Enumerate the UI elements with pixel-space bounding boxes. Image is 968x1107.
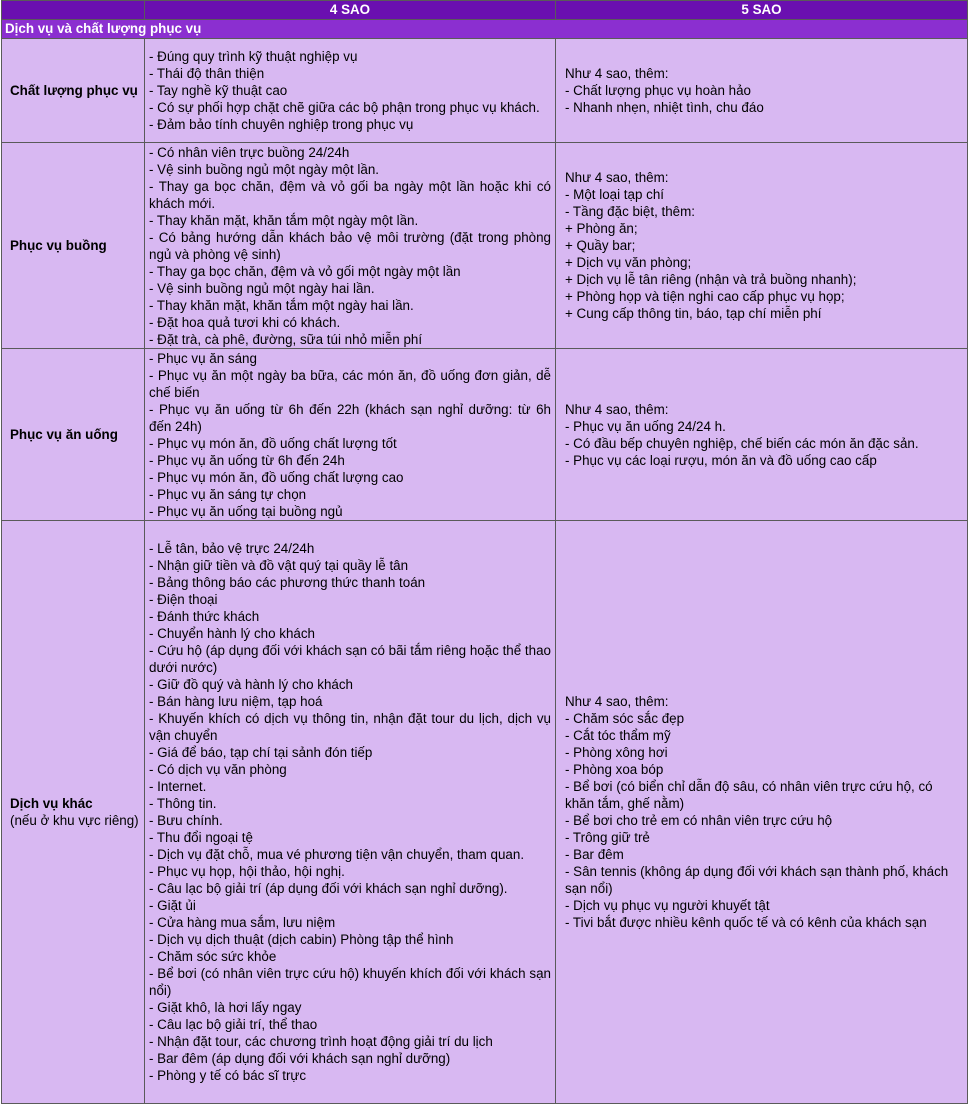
list-item: - Dịch vụ phục vụ người khuyết tật: [565, 898, 770, 913]
list-item: - Thu đổi ngoại tệ: [149, 830, 253, 845]
list-item: - Phục vụ món ăn, đồ uống chất lượng cao: [149, 469, 404, 485]
row-heading-title: Dịch vụ khác: [10, 796, 93, 811]
row-heading: [2, 39, 145, 143]
table-row: [2, 521, 968, 1104]
list-item: - Giữ đồ quý và hành lý cho khách: [149, 677, 353, 692]
list-item: - Phục vụ ăn sáng: [149, 350, 257, 366]
row-heading: [2, 143, 145, 349]
header-row: [2, 1, 968, 20]
list-item: - Bảng thông báo các phương thức thanh toán: [149, 575, 426, 590]
list-item: - Chuyển hành lý cho khách: [149, 626, 315, 641]
section-row: [2, 20, 968, 39]
list-item: Như 4 sao, thêm:: [565, 170, 669, 185]
list-item: - Nhanh nhẹn, nhiệt tình, chu đáo: [565, 100, 764, 115]
list-item: - Lễ tân, bảo vệ trực 24/24h: [149, 541, 315, 556]
list-item: - Sân tennis (không áp dụng đối với khách sạn thành phố, khách sạn nổi): [565, 864, 949, 896]
list-item: - Chăm sóc sắc đẹp: [565, 711, 685, 726]
list-item: - Phục vụ ăn sáng tự chọn: [149, 486, 307, 502]
list-item: - Thay ga bọc chăn, đệm và vỏ gối ba ngày một lần hoặc khi có khách mới.: [149, 178, 551, 211]
list-item: - Đúng quy trình kỹ thuật nghiệp vụ: [149, 49, 358, 64]
hotel-standards-table: [1, 0, 968, 1104]
header-5-sao: 5 SAO: [556, 1, 968, 20]
list-item: - Thay ga bọc chăn, đệm và vỏ gối một ngày một lần: [149, 263, 461, 279]
row-heading-title: Phục vụ buồng: [10, 238, 107, 253]
list-item: + Phòng ăn;: [565, 221, 638, 236]
list-item: - Khuyến khích có dịch vụ thông tin, nhận đặt tour du lịch, dịch vụ vận chuyển: [149, 711, 551, 743]
list-item: - Phục vụ các loại rượu, món ăn và đồ uống cao cấp: [565, 452, 877, 468]
list-item: - Tivi bắt được nhiều kênh quốc tế và có kênh của khách sạn: [565, 915, 927, 930]
list-item: - Có bảng hướng dẫn khách bảo vệ môi trường (đặt trong phòng ngủ và phòng vệ sinh): [149, 229, 551, 262]
list-item: - Thay khăn mặt, khăn tắm một ngày một lần.: [149, 212, 419, 228]
cell-4-sao: [145, 143, 556, 349]
list-item: - Phòng xoa bóp: [565, 762, 664, 777]
cell-4-sao: [145, 521, 556, 1104]
list-item: - Bể bơi (có nhân viên trực cứu hộ) khuyến khích đối với khách sạn nổi): [149, 966, 551, 998]
list-item: - Vệ sinh buồng ngủ một ngày một lần.: [149, 161, 380, 177]
row-heading: [2, 349, 145, 521]
list-item: - Chất lượng phục vụ hoàn hảo: [565, 83, 751, 98]
list-item: - Câu lạc bộ giải trí (áp dụng đối với khách sạn nghỉ dưỡng).: [149, 881, 508, 896]
cell-5-sao: [556, 39, 968, 143]
list-item: - Đặt trà, cà phê, đường, sữa túi nhỏ miễn phí: [149, 331, 423, 347]
list-item: - Cửa hàng mua sắm, lưu niệm: [149, 915, 336, 930]
list-item: - Chăm sóc sức khỏe: [149, 949, 277, 964]
table-row: [2, 349, 968, 521]
list-item: + Phòng họp và tiện nghi cao cấp phục vụ họp;: [565, 289, 845, 304]
list-item: - Phục vụ ăn uống từ 6h đến 22h (khách sạn nghỉ dưỡng: từ 6h đến 24h): [149, 401, 551, 434]
list-item: - Phục vụ ăn một ngày ba bữa, các món ăn, đồ uống đơn giản, dễ chế biến: [149, 367, 551, 400]
header-corner: [2, 1, 145, 20]
list-item: - Câu lạc bộ giải trí, thể thao: [149, 1017, 318, 1032]
list-item: - Có nhân viên trực buồng 24/24h: [149, 144, 350, 160]
list-item: - Bể bơi (có biển chỉ dẫn độ sâu, có nhân viên trực cứu hộ, có khăn tắm, ghế nằm): [565, 779, 933, 811]
cell-5-sao: [556, 521, 968, 1104]
list-item: - Có sự phối hợp chặt chẽ giữa các bộ phận trong phục vụ khách.: [149, 100, 540, 115]
list-item: - Internet.: [149, 779, 207, 794]
list-item: Như 4 sao, thêm:: [565, 66, 669, 81]
list-item: + Dịch vụ lễ tân riêng (nhận và trả buồng nhanh);: [565, 272, 857, 287]
list-item: - Bưu chính.: [149, 813, 223, 828]
cell-5-sao: [556, 143, 968, 349]
list-item: - Phục vụ họp, hội thảo, hội nghị.: [149, 864, 345, 879]
row-heading-title: Phục vụ ăn uống: [10, 427, 118, 442]
list-item: - Đặt hoa quả tươi khi có khách.: [149, 314, 341, 330]
list-item: - Giặt khô, là hơi lấy ngay: [149, 1000, 302, 1015]
list-item: - Phục vụ ăn uống từ 6h đến 24h: [149, 452, 345, 468]
list-item: - Có đầu bếp chuyên nghiệp, chế biến các món ăn đặc sản.: [565, 435, 919, 451]
list-item: - Đánh thức khách: [149, 609, 260, 624]
header-4-sao: 4 SAO: [145, 1, 556, 20]
list-item: - Thái độ thân thiện: [149, 66, 265, 81]
list-item: - Phòng y tế có bác sĩ trực: [149, 1068, 307, 1083]
list-item: - Bar đêm (áp dụng đối với khách sạn nghỉ dưỡng): [149, 1051, 451, 1066]
list-item: + Cung cấp thông tin, báo, tạp chí miễn phí: [565, 306, 822, 321]
list-item: - Bể bơi cho trẻ em có nhân viên trực cứu hộ: [565, 813, 833, 828]
list-item: - Giặt ủi: [149, 898, 196, 913]
list-item: - Tầng đặc biệt, thêm:: [565, 204, 696, 219]
list-item: - Thay khăn mặt, khăn tắm một ngày hai lần.: [149, 297, 414, 313]
list-item: - Cắt tóc thẩm mỹ: [565, 728, 671, 743]
row-heading: [2, 521, 145, 1104]
list-item: + Dịch vụ văn phòng;: [565, 255, 692, 270]
list-item: Như 4 sao, thêm:: [565, 401, 669, 417]
list-item: - Vệ sinh buồng ngủ một ngày hai lần.: [149, 280, 375, 296]
list-item: - Dịch vụ đặt chỗ, mua vé phương tiện vận chuyển, tham quan.: [149, 847, 525, 862]
cell-5-sao: [556, 349, 968, 521]
list-item: - Cứu hộ (áp dụng đối với khách sạn có bãi tắm riêng hoặc thể thao dưới nước): [149, 643, 551, 675]
list-item: - Bán hàng lưu niệm, tạp hoá: [149, 694, 323, 709]
list-item: - Trông giữ trẻ: [565, 830, 650, 845]
list-item: - Thông tin.: [149, 796, 217, 811]
list-item: - Điện thoại: [149, 592, 218, 607]
list-item: - Tay nghề kỹ thuật cao: [149, 83, 288, 98]
list-item: - Phục vụ ăn uống tại buồng ngủ: [149, 503, 343, 519]
list-item: Như 4 sao, thêm:: [565, 694, 669, 709]
list-item: - Một loại tạp chí: [565, 187, 664, 202]
list-item: - Phòng xông hơi: [565, 745, 668, 760]
table-row: [2, 39, 968, 143]
list-item: - Bar đêm: [565, 847, 624, 862]
list-item: - Nhận giữ tiền và đồ vật quý tại quầy lễ tân: [149, 558, 409, 573]
list-item: - Có dịch vụ văn phòng: [149, 762, 287, 777]
list-item: - Giá để báo, tạp chí tại sảnh đón tiếp: [149, 745, 373, 760]
list-item: - Nhận đặt tour, các chương trình hoạt động giải trí du lịch: [149, 1034, 493, 1049]
list-item: + Quầy bar;: [565, 238, 636, 253]
cell-4-sao: [145, 39, 556, 143]
row-heading-title: Chất lượng phục vụ: [10, 83, 138, 98]
table-row: [2, 143, 968, 349]
row-heading-subtitle: (nếu ở khu vực riêng): [10, 813, 139, 828]
cell-4-sao: [145, 349, 556, 521]
list-item: - Phục vụ món ăn, đồ uống chất lượng tốt: [149, 435, 397, 451]
list-item: - Phục vụ ăn uống 24/24 h.: [565, 418, 726, 434]
section-title: Dịch vụ và chất lượng phục vụ: [2, 20, 968, 39]
list-item: - Dịch vụ dịch thuật (dịch cabin) Phòng tập thể hình: [149, 932, 454, 947]
list-item: - Đảm bảo tính chuyên nghiệp trong phục vụ: [149, 117, 414, 132]
